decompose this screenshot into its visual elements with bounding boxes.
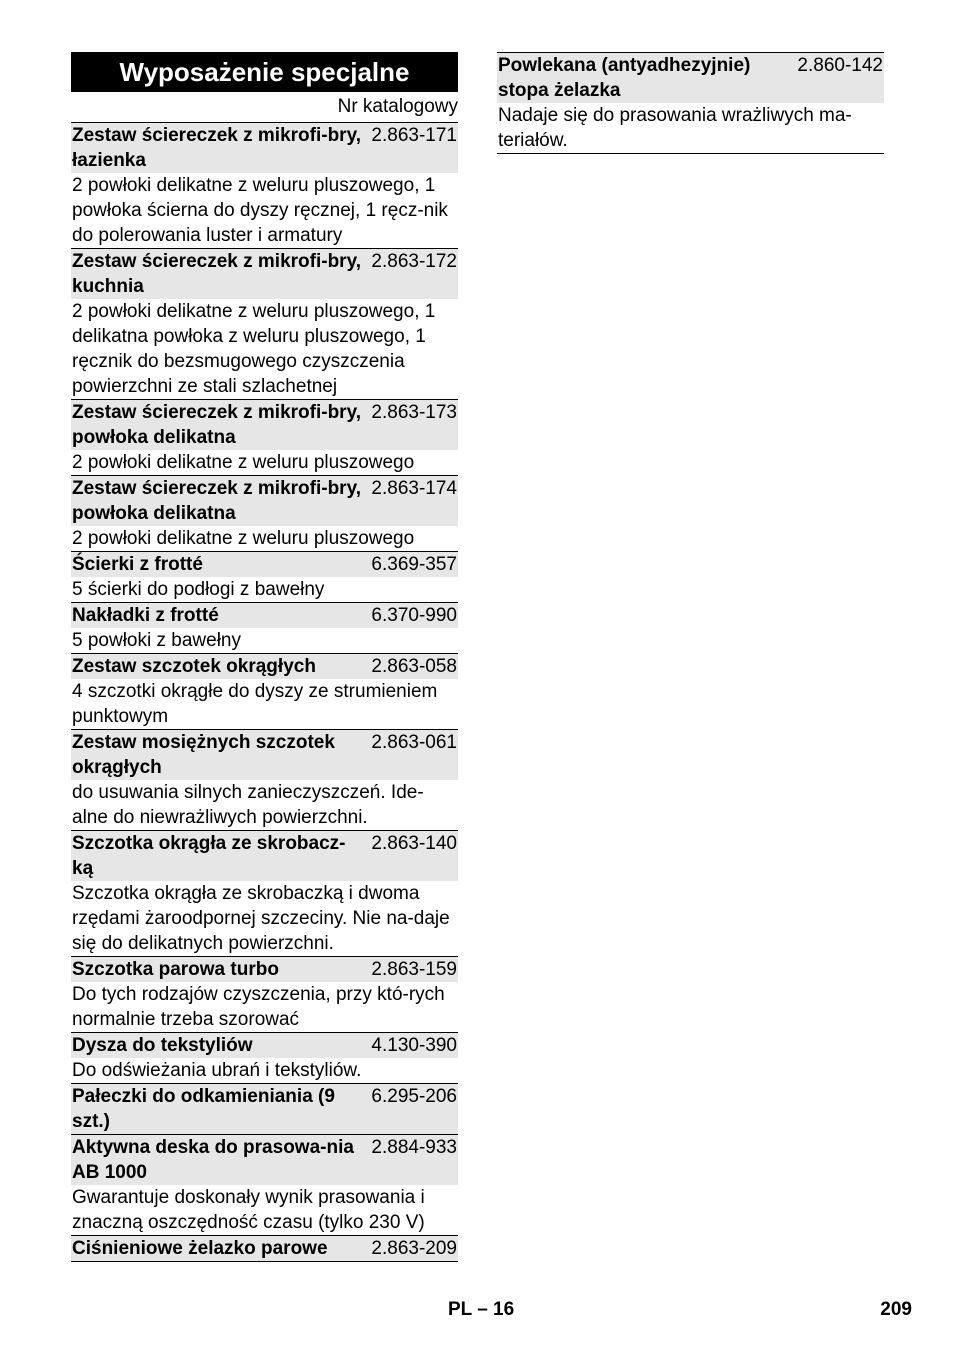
catalog-number: 6.369-357 <box>371 554 457 575</box>
catalog-number: 2.863-173 <box>371 402 457 423</box>
catalog-number: 2.863-171 <box>371 125 457 146</box>
catalog-number-header: Nr katalogowy <box>337 96 458 117</box>
catalog-number: 2.863-209 <box>371 1238 457 1259</box>
accessory-name: Zestaw ściereczek z mikrofi-bry, powłoka delikatna <box>72 402 361 448</box>
accessory-name: Szczotka okrągła ze skrobacz-ką <box>72 833 346 879</box>
catalog-number: 2.884-933 <box>371 1137 457 1158</box>
accessory-item-header <box>71 603 458 628</box>
accessory-description: 2 powłoki delikatne z weluru pluszowego, 1 powłoka ścierna do dyszy ręcznej, 1 ręcz-nik do polerowania luster i armatury <box>72 175 448 246</box>
accessory-description: Do odświeżania ubrań i tekstyliów. <box>72 1060 362 1081</box>
accessory-name: Dysza do tekstyliów <box>72 1035 253 1056</box>
accessory-item-header <box>71 123 458 173</box>
accessory-description: 2 powłoki delikatne z weluru pluszowego, 1 delikatna powłoka z weluru pluszowego, 1 ręcznik do bezsmugowego czyszczenia powierzchni ze stali szlachetnej <box>72 301 436 397</box>
accessory-item <box>71 1083 458 1134</box>
accessory-name: Powlekana (antyadhezyjnie) stopa żelazka <box>498 55 751 101</box>
accessory-item-header <box>71 1033 458 1058</box>
catalog-number: 2.863-061 <box>371 732 457 753</box>
accessory-name: Aktywna deska do prasowa-nia AB 1000 <box>72 1137 354 1183</box>
accessory-name: Ścierki z frotté <box>72 554 203 575</box>
accessory-name: Zestaw szczotek okrągłych <box>72 656 316 677</box>
accessory-item-header <box>71 1236 458 1261</box>
list-end-rule <box>497 153 884 154</box>
accessory-item <box>71 1235 458 1261</box>
catalog-number: 4.130-390 <box>371 1035 457 1056</box>
accessory-item-header <box>71 552 458 577</box>
accessory-description: 4 szczotki okrągłe do dyszy ze strumieniem punktowym <box>72 681 438 727</box>
accessory-item <box>71 1032 458 1083</box>
section-title: Wyposażenie specjalne <box>71 52 458 92</box>
accessory-description: Nadaje się do prasowania wrażliwych ma-teriałów. <box>498 105 852 151</box>
catalog-number: 2.860-142 <box>797 55 883 76</box>
accessory-name: Zestaw mosiężnych szczotek okrągłych <box>72 732 335 778</box>
catalog-number: 2.863-159 <box>371 959 457 980</box>
accessory-item-header <box>71 1084 458 1134</box>
accessory-description: 2 powłoki delikatne z weluru pluszowego <box>72 452 415 473</box>
accessory-name: Zestaw ściereczek z mikrofi-bry, kuchnia <box>72 251 361 297</box>
accessory-description: Szczotka okrągła ze skrobaczką i dwoma rzędami żaroodpornej szczeciny. Nie na-daje się do delikatnych powierzchni. <box>72 883 450 954</box>
accessory-description: Gwarantuje doskonały wynik prasowania i znaczną oszczędność czasu (tylko 230 V) <box>72 1187 425 1233</box>
accessory-description: Do tych rodzajów czyszczenia, przy któ-rych normalnie trzeba szorować <box>72 984 445 1030</box>
accessory-item-header <box>71 400 458 450</box>
accessory-description: do usuwania silnych zanieczyszczeń. Ide-alne do niewrażliwych powierzchni. <box>72 782 424 828</box>
accessory-item <box>71 122 458 248</box>
accessory-name: Pałeczki do odkamieniania (9 szt.) <box>72 1086 335 1132</box>
accessory-name: Zestaw ściereczek z mikrofi-bry, powłoka delikatna <box>72 478 361 524</box>
left-column <box>71 52 458 1262</box>
footer-section-label: PL – 16 <box>448 1299 515 1320</box>
accessory-description: 5 ścierki do podłogi z bawełny <box>72 579 325 600</box>
accessory-item <box>71 248 458 399</box>
catalog-number: 2.863-174 <box>371 478 457 499</box>
catalog-number: 2.863-058 <box>371 656 457 677</box>
accessory-description: 2 powłoki delikatne z weluru pluszowego <box>72 528 415 549</box>
accessory-item-header <box>71 1135 458 1185</box>
catalog-number: 2.863-140 <box>371 833 457 854</box>
accessory-name: Zestaw ściereczek z mikrofi-bry, łazienka <box>72 125 361 171</box>
catalog-number: 6.295-206 <box>371 1086 457 1107</box>
accessory-item-header <box>71 654 458 679</box>
catalog-number: 6.370-990 <box>371 605 457 626</box>
accessory-item-header <box>71 957 458 982</box>
accessory-item <box>71 830 458 956</box>
accessory-item-header <box>71 730 458 780</box>
right-column <box>497 52 884 154</box>
accessory-name: Szczotka parowa turbo <box>72 959 279 980</box>
accessory-item <box>71 602 458 653</box>
accessory-list-left <box>71 122 458 1261</box>
accessory-item <box>71 551 458 602</box>
accessory-list-right <box>497 52 884 153</box>
accessory-name: Nakładki z frotté <box>72 605 219 626</box>
accessory-item <box>497 52 884 153</box>
accessory-item-header <box>497 53 884 103</box>
accessory-description: 5 powłoki z bawełny <box>72 630 241 651</box>
list-end-rule <box>71 1261 458 1262</box>
accessory-item <box>71 399 458 475</box>
accessory-item-header <box>71 831 458 881</box>
catalog-number: 2.863-172 <box>371 251 457 272</box>
page-number: 209 <box>880 1299 912 1320</box>
accessory-item <box>71 1134 458 1235</box>
accessory-item-header <box>71 249 458 299</box>
accessory-item <box>71 475 458 551</box>
accessory-name: Ciśnieniowe żelazko parowe <box>72 1238 328 1259</box>
accessory-item-header <box>71 476 458 526</box>
accessory-item <box>71 956 458 1032</box>
accessory-item <box>71 653 458 729</box>
accessory-item <box>71 729 458 830</box>
